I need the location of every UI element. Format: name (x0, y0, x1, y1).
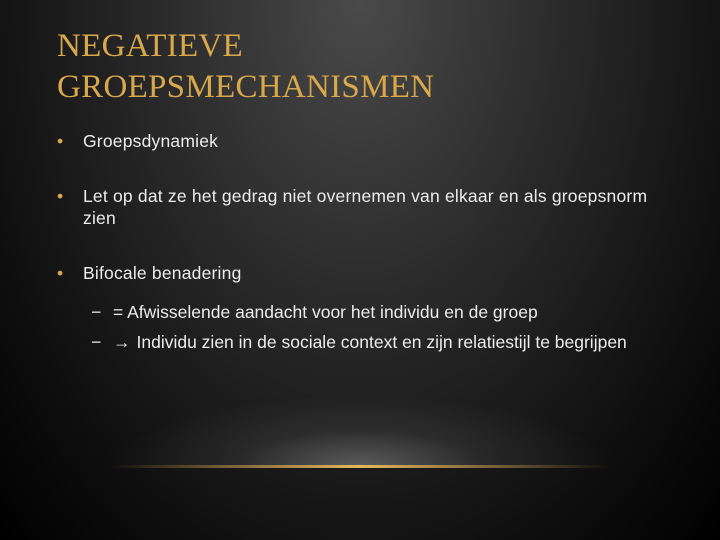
arrow-right-icon: → (113, 332, 131, 352)
bullet-item-1 (57, 130, 657, 152)
bullet-dot-icon: • (57, 263, 64, 283)
bullet-dot-icon: • (57, 186, 64, 206)
dash-icon: − (91, 302, 102, 322)
slide-body (57, 130, 657, 377)
bullet-text: Groepsdynamiek (83, 131, 219, 151)
bullet-text: Let op dat ze het gedrag niet overnemen van elkaar en als groepsnorm zien (83, 186, 648, 228)
spotlight-glow (110, 395, 610, 465)
bullet-item-3 (57, 262, 657, 284)
sub-bullet-item-1 (91, 301, 657, 323)
gold-divider-line (110, 465, 610, 468)
bullet-text: Bifocale benadering (83, 263, 242, 283)
dash-icon: − (91, 332, 102, 352)
sub-bullet-text: Individu zien in de sociale context en zijn relatiestijl te begrijpen (136, 332, 627, 352)
sub-bullet-content (113, 331, 657, 353)
slide-title (57, 26, 677, 108)
title-line-1: NEGATIEVE (57, 28, 243, 64)
title-line-2: GROEPSMECHANISMEN (57, 69, 435, 105)
bullet-item-2 (57, 185, 657, 229)
bullet-dot-icon: • (57, 131, 64, 151)
sub-bullet-text: = Afwisselende aandacht voor het individu en de groep (113, 302, 538, 322)
sub-bullet-item-2 (91, 331, 657, 353)
